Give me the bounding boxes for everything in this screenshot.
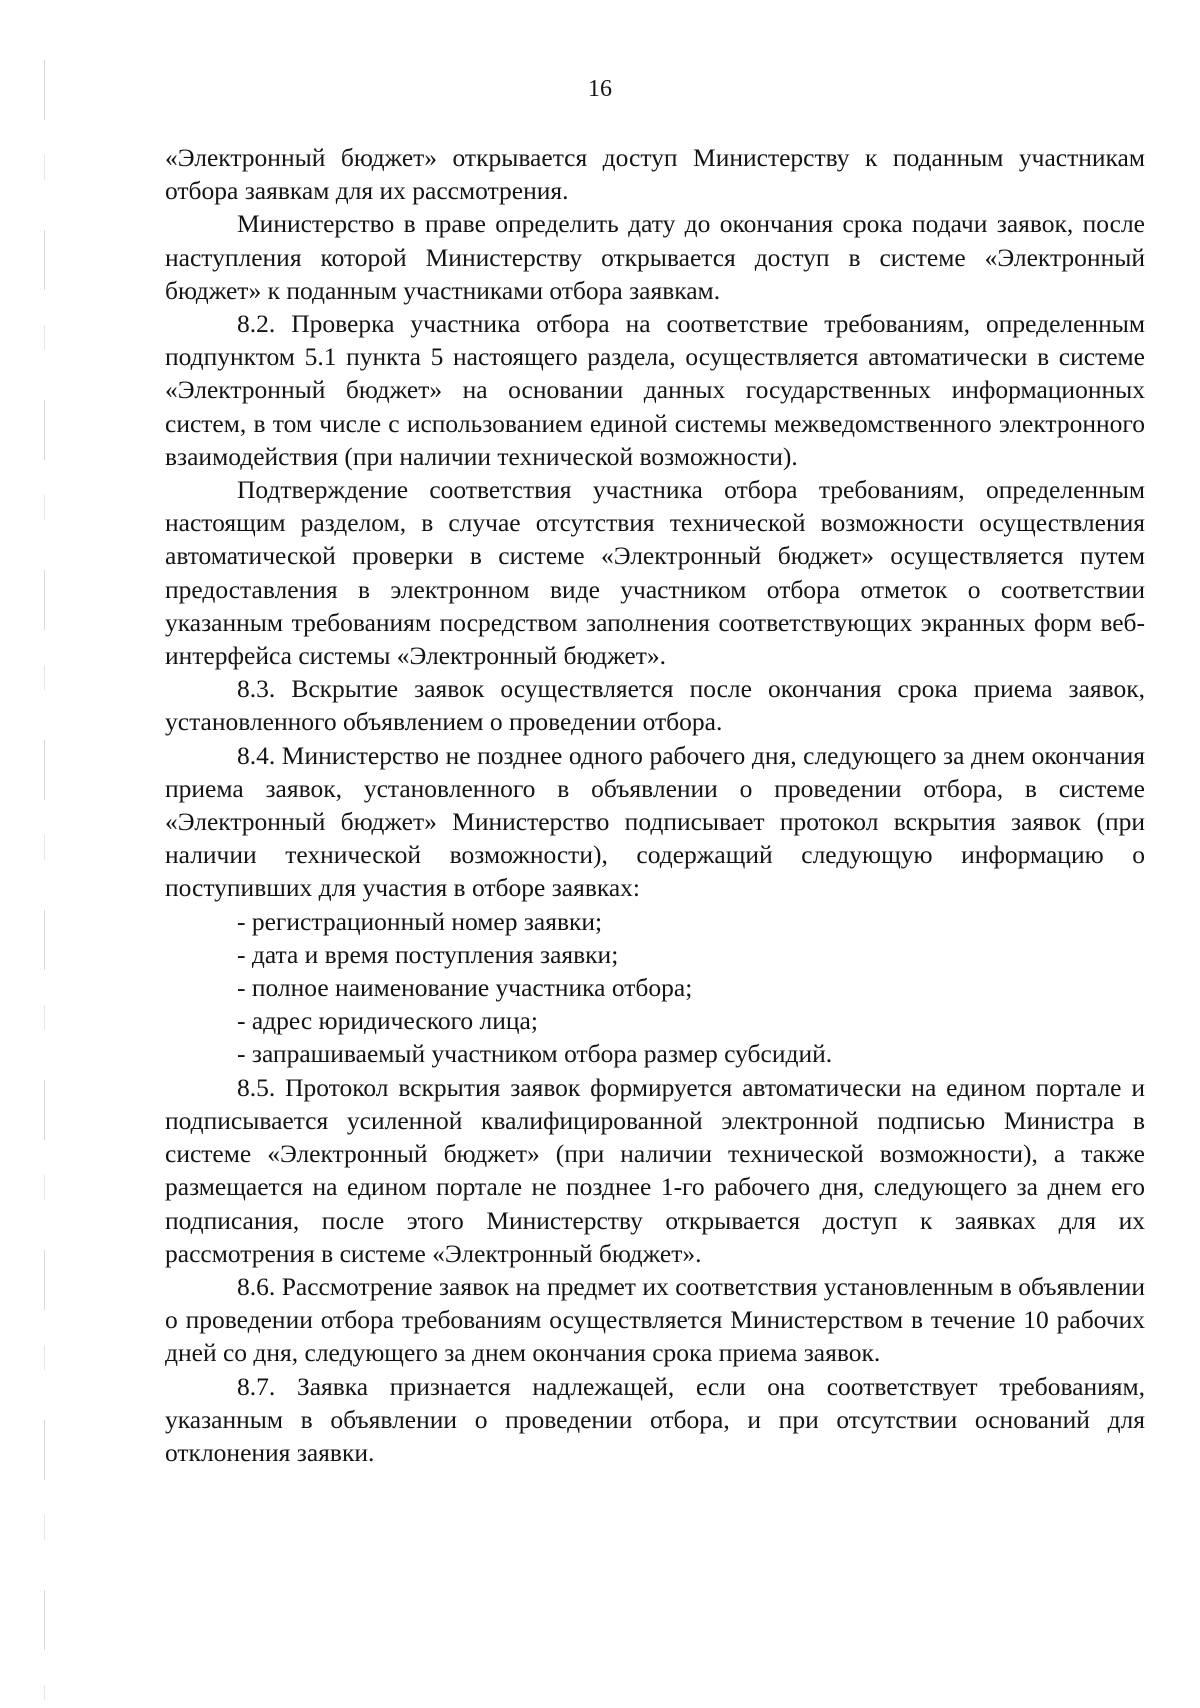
list-item: - адрес юридического лица; bbox=[237, 1006, 538, 1036]
list-item: - дата и время поступления заявки; bbox=[237, 939, 619, 969]
paragraph-continuation: «Электронный бюджет» открывается доступ Министерству к поданным участникам отбора заявкам для их рассмотрения. bbox=[165, 143, 1145, 206]
paragraph-8-7: 8.7. Заявка признается надлежащей, если она соответствует требованиям, указанным в объявлении о проведении отбора, и при отсутствии оснований для отклонения заявки. bbox=[165, 1371, 1145, 1467]
scan-edge-artifact bbox=[44, 60, 45, 1700]
paragraph-8-3: 8.3. Вскрытие заявок осуществляется после окончания срока приема заявок, установленного объявлением о проведении отбора. bbox=[165, 674, 1145, 737]
list-item: - полное наименование участника отбора; bbox=[237, 973, 693, 1003]
paragraph-ministry-date: Министерство в праве определить дату до окончания срока подачи заявок, после наступления которой Министерству открывается доступ в системе «Электронный бюджет» к поданным участниками отбора заявкам. bbox=[165, 209, 1145, 305]
paragraph-8-6: 8.6. Рассмотрение заявок на предмет их соответствия установленным в объявлении о проведении отбора требованиям осуществляется Министерством в течение 10 рабочих дней со дня, следующего за днем окончания срока приема заявок. bbox=[165, 1271, 1145, 1368]
paragraph-confirmation: Подтверждение соответствия участника отбора требованиям, определенным настоящим разделом, в случае отсутствия технической возможности осуществления автоматической проверки в системе «Электронный бюджет» осуществляется путем предоставления в электронном виде участником отбора отметок о соответствии указанным требованиям посредством заполнения соответствующих экранных форм веб-интерфейса системы «Электронный бюджет». bbox=[165, 475, 1145, 671]
paragraph-8-2: 8.2. Проверка участника отбора на соответствие требованиям, определенным подпунктом 5.1 пункта 5 настоящего раздела, осуществляется автоматически в системе «Электронный бюджет» на основании данных государственных информационных систем, в том числе с использованием единой системы межведомственного электронного взаимодействия (при наличии технической возможности). bbox=[165, 309, 1145, 471]
document-body bbox=[165, 141, 1145, 1469]
list-item: - регистрационный номер заявки; bbox=[237, 906, 603, 936]
protocol-info-list bbox=[165, 905, 1145, 1071]
list-item: - запрашиваемый участником отбора размер субсидий. bbox=[237, 1039, 833, 1069]
page-number: 16 bbox=[588, 76, 612, 102]
paragraph-8-4: 8.4. Министерство не позднее одного рабочего дня, следующего за днем окончания приема заявок, установленного в объявлении о проведении отбора, в системе «Электронный бюджет» Министерство подписывает протокол вскрытия заявок (при наличии технической возможности), содержащий следующую информацию о поступивших для участия в отборе заявках: bbox=[165, 740, 1145, 903]
paragraph-8-5: 8.5. Протокол вскрытия заявок формируется автоматически на едином портале и подписывается усиленной квалифицированной электронной подписью Министра в системе «Электронный бюджет» (при наличии технической возможности), а также размещается на едином портале не позднее 1-го рабочего дня, следующего за днем его подписания, после этого Министерству открывается доступ к заявках для их рассмотрения в системе «Электронный бюджет». bbox=[165, 1072, 1145, 1268]
